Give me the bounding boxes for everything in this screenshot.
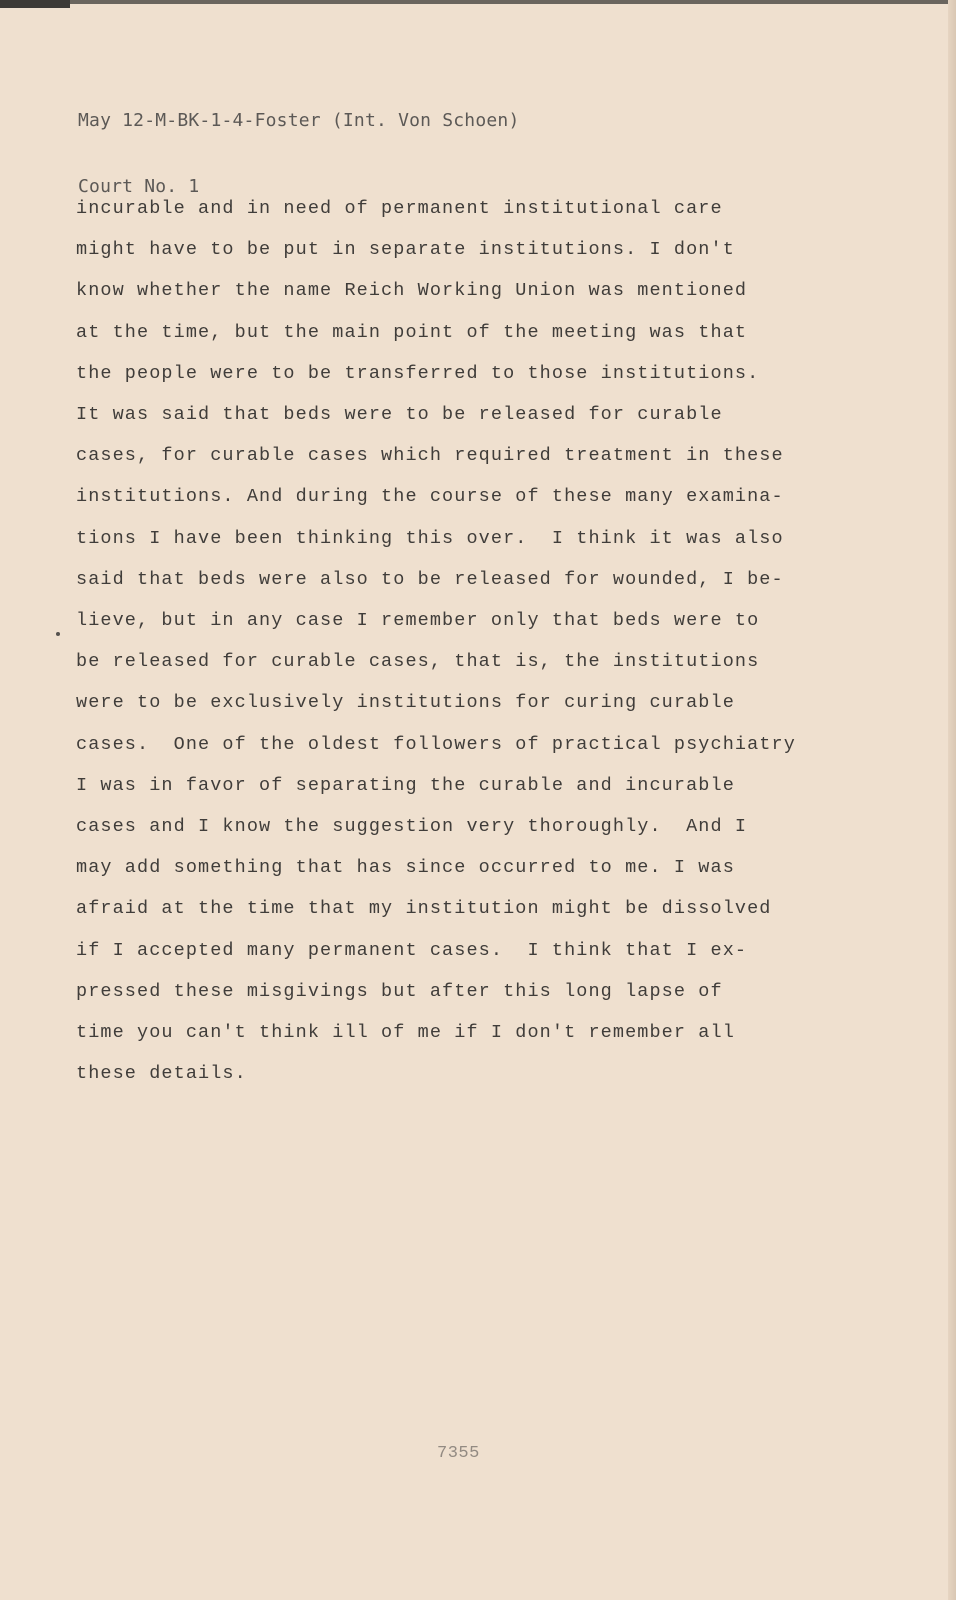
scan-top-edge <box>0 0 956 4</box>
scan-right-edge <box>948 0 956 1600</box>
text-line: at the time, but the main point of the meeting was that <box>76 321 748 343</box>
text-line: cases and I know the suggestion very thoroughly. And I <box>76 816 748 838</box>
text-line: incurable and in need of permanent institutional care <box>76 198 723 219</box>
text-line: time you can't think ill of me if I don't remember all <box>76 1022 735 1044</box>
text-line: afraid at the time that my institution might be dissolved <box>76 898 772 920</box>
text-line: know whether the name Reich Working Union was mentioned <box>76 280 748 302</box>
text-line: cases. One of the oldest followers of practical psychiatry <box>76 733 796 755</box>
text-line: may add something that has since occurred to me. I was <box>76 857 735 879</box>
text-line: were to be exclusively institutions for curing curable <box>76 692 735 714</box>
text-line: institutions. And during the course of these many examina- <box>76 486 784 508</box>
text-line: lieve, but in any case I remember only that beds were to <box>76 610 760 632</box>
text-line: these details. <box>76 1063 247 1085</box>
text-line: cases, for curable cases which required treatment in these <box>76 445 784 467</box>
text-line: said that beds were also to be released for wounded, I be- <box>76 568 784 590</box>
text-line: might have to be put in separate institutions. I don't <box>76 239 735 261</box>
text-line: if I accepted many permanent cases. I think that I ex- <box>76 939 748 961</box>
text-line: be released for curable cases, that is, the institutions <box>76 651 760 673</box>
text-line: the people were to be transferred to those institutions. <box>76 362 760 384</box>
text-line: tions I have been thinking this over. I think it was also <box>76 527 784 549</box>
scan-corner-shadow <box>0 0 70 8</box>
margin-mark <box>56 632 60 636</box>
text-line: It was said that beds were to be released for curable <box>76 404 723 426</box>
header-line-2: Court No. 1 <box>78 176 200 197</box>
page-number: 7355 <box>437 1444 480 1463</box>
text-line: pressed these misgivings but after this long lapse of <box>76 980 723 1002</box>
header-line-1: May 12-M-BK-1-4-Foster (Int. Von Schoen) <box>78 110 520 131</box>
text-line: I was in favor of separating the curable and incurable <box>76 774 735 796</box>
transcript-body <box>76 188 896 1094</box>
